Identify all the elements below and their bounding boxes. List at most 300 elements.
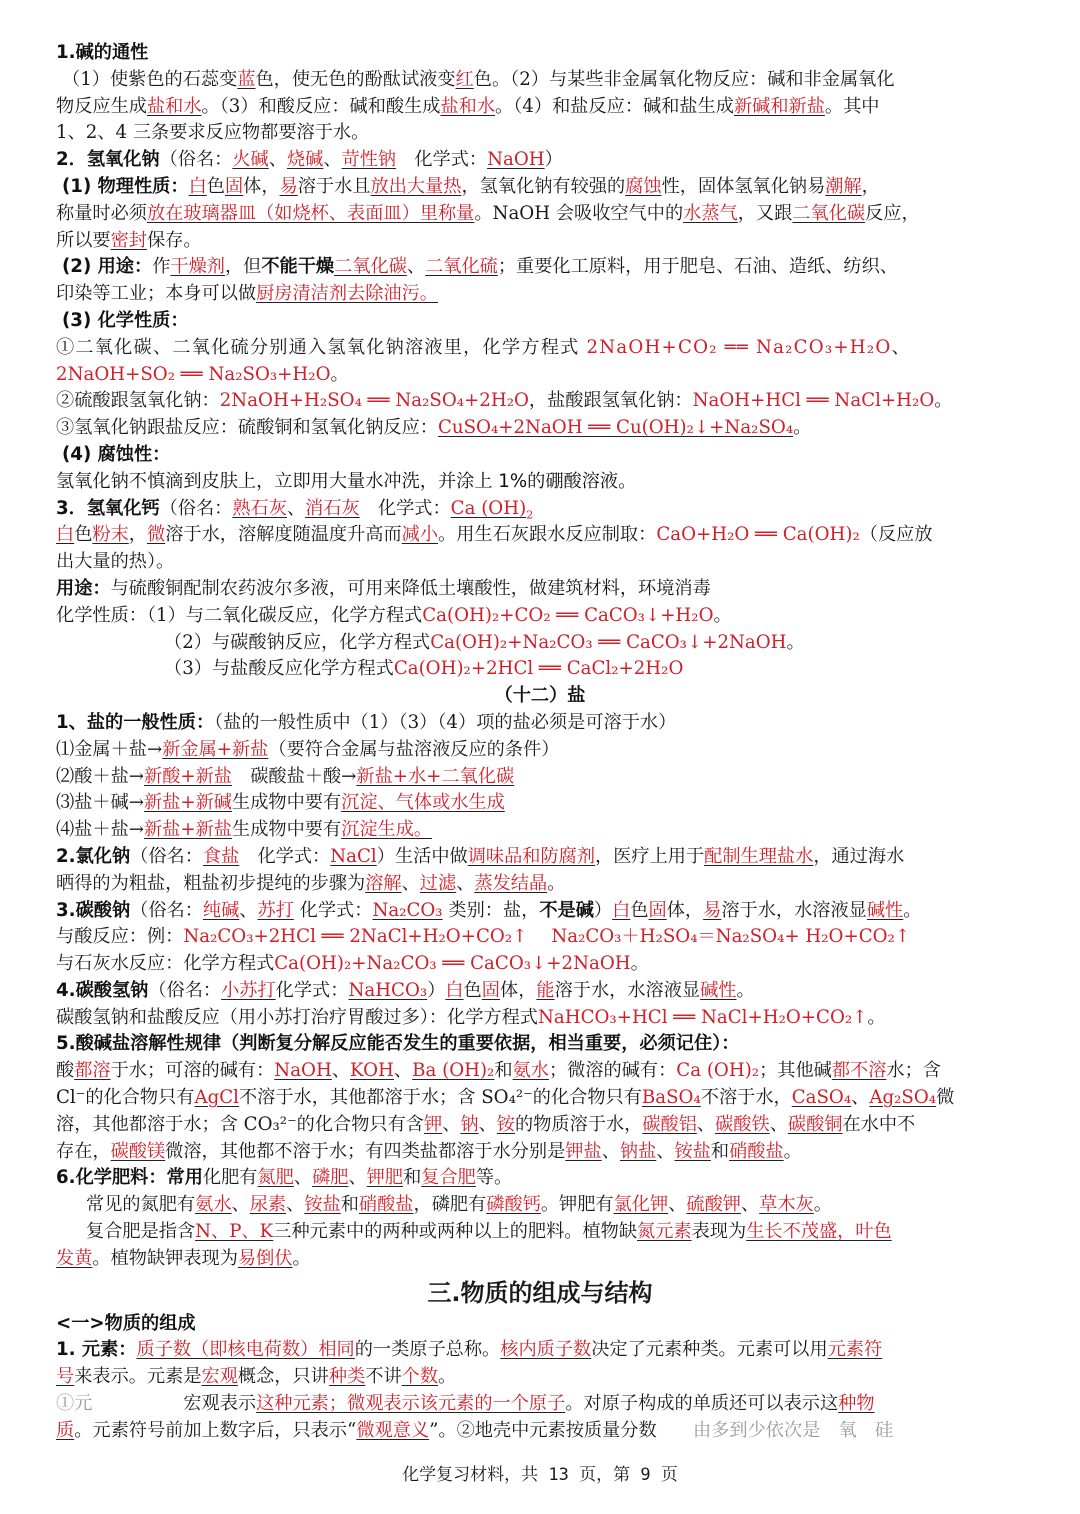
text-span: 元素符 [827, 1339, 883, 1361]
text-span: Ba (OH)₂ [412, 1060, 495, 1082]
text-span: 4.碳酸氢钠 [56, 979, 149, 1001]
text-span: 调味品和防腐剂 [467, 845, 596, 867]
text-line [56, 174, 1024, 201]
text-line [56, 1418, 1024, 1445]
text-span: 沉淀生成。 [341, 819, 433, 841]
text-span: 化学式： [396, 149, 488, 171]
text-span: 晒得的为粗盐，粗盐初步提纯的步骤为 [56, 872, 366, 894]
text-span: ，但 [224, 256, 262, 278]
text-span: 硝酸盐 [358, 1194, 414, 1216]
text-span: 的一类原子总称。 [354, 1339, 501, 1361]
text-line [56, 469, 1024, 496]
text-span: 苛性钠 [341, 149, 397, 171]
heading-base-properties [56, 40, 1024, 67]
text-span: 不讲 [365, 1366, 402, 1388]
text-span: 钠 [460, 1113, 479, 1135]
text-span: 粉末 [92, 524, 129, 546]
text-span: N、P、K [195, 1221, 274, 1243]
text-span: 钾 [423, 1113, 443, 1135]
text-span: 1、2、4 三条要求反应物都要溶于水。 [56, 122, 370, 144]
text-span: 氨水 [512, 1060, 549, 1082]
text-span: 、 [286, 497, 306, 519]
text-span: 熟石灰 [232, 497, 287, 519]
equation: Na₂CO₃+2HCl ══ 2NaCl+H₂O+CO₂↑ [183, 926, 528, 948]
equation: NaOH+HCl ══ NaCl+H₂O [692, 390, 935, 412]
text-span: 易 [279, 175, 298, 197]
text-span: 物反应生成 [56, 95, 147, 117]
text-span: 生长不茂盛，叶色 [746, 1221, 892, 1243]
text-span: (1) 物理性质： [62, 175, 189, 197]
text-line [56, 362, 1024, 389]
text-line [56, 790, 1024, 817]
text-span: 、 [456, 872, 475, 894]
text-span: 。 [934, 390, 953, 412]
text-span: 5.酸碱盐溶解性规律（判断复分解反应能否发生的重要依据，相当重要，必须记住）： [56, 1033, 740, 1055]
text-span: 铵盐 [304, 1194, 341, 1216]
text-span: （2）与碳酸钠反应，化学方程式 [164, 631, 431, 653]
text-span: 、 [406, 256, 426, 278]
text-span: 氢氧化钠不慎滴到皮肤上，立即用大量水冲洗，并涂上 1%的硼酸溶液。 [56, 470, 637, 492]
text-line [56, 1219, 1024, 1246]
text-span: （俗名： [130, 899, 203, 921]
text-span: ，盐酸跟氢氧化钠： [528, 390, 693, 412]
text-line [56, 844, 1024, 871]
text-span: （十二）盐 [494, 685, 586, 707]
text-span: 、 [668, 1194, 687, 1216]
text-span: 、 [696, 1113, 716, 1135]
text-span: ⑶盐＋碱→ [56, 792, 144, 814]
text-span: 溶，其他都溶于水；含 CO₃²⁻的化合物只有含 [56, 1113, 424, 1135]
text-span: 与酸反应：例： [56, 926, 184, 948]
text-span: 、 [478, 1113, 497, 1135]
text-span: 碳酸铝 [642, 1113, 697, 1135]
text-span: 碳酸盐＋酸→ [232, 765, 357, 787]
text-span: ，氢氧化钠有较强的 [461, 175, 626, 197]
text-line [56, 737, 1024, 764]
text-span: 磷酸钙 [486, 1194, 541, 1216]
text-span: 和 [340, 1194, 359, 1216]
text-span: 体， [243, 175, 280, 197]
text-span: 磷肥 [312, 1167, 349, 1189]
text-span: ， [128, 524, 147, 546]
text-span: （3）与盐酸反应化学方程式 [164, 658, 394, 680]
text-span: 碱性 [700, 979, 737, 1001]
text-span: 固 [648, 899, 667, 921]
text-span: 在水中不 [842, 1113, 916, 1135]
text-span: 由多到少依次是 氧 硅 [656, 1419, 894, 1441]
text-span: 不能干燥 [261, 256, 335, 278]
text-span: (4) 腐蚀性： [62, 443, 171, 465]
text-span: 的物质溶于水， [515, 1113, 643, 1135]
text-span: 概念，只讲 [237, 1366, 329, 1388]
equation: Ca(OH)₂+Na₂CO₃ ══ CaCO₃↓+2NaOH [430, 631, 787, 653]
text-span: 、 [769, 1113, 788, 1135]
equation: 2NaOH+CO₂ ══ Na₂CO₃+H₂O [586, 336, 892, 358]
text-line [56, 871, 1024, 898]
text-span: 这种元素；微观表示该元素的一个原子 [256, 1393, 566, 1415]
text-span: 3.碳酸钠 [56, 899, 131, 921]
text-span: 溶于水且 [297, 175, 371, 197]
text-span: 。 [630, 953, 649, 975]
subsection-title [56, 1311, 1024, 1338]
text-span: 化学式： [293, 899, 373, 921]
text-span: 易倒伏 [237, 1247, 293, 1269]
text-span: 、 [601, 1140, 620, 1162]
text-span: ①二氧化碳、二氧化硫分别通入氢氧化钠溶液里，化学方程式 [56, 336, 580, 358]
text-span: CaSO₄ [791, 1087, 852, 1109]
text-span: 色，使无色的酚酞试液变 [255, 68, 456, 90]
text-span: Ag₂SO₄ [869, 1087, 937, 1109]
text-span: 二氧化硫 [425, 256, 498, 278]
text-span: 。 [547, 872, 566, 894]
text-span: 种类 [328, 1366, 366, 1388]
text-line [56, 388, 1024, 415]
text-span: 盐和水 [440, 95, 496, 117]
text-span: 质子数（即核电荷数）相同 [136, 1339, 355, 1361]
text-span: 微观意义 [356, 1419, 430, 1441]
text-span: 碳酸镁 [110, 1140, 166, 1162]
text-span: 配制生理盐水 [704, 845, 814, 867]
text-line [56, 1192, 1024, 1219]
text-span: 复合肥 [421, 1167, 476, 1189]
text-span: 氮元素 [637, 1221, 692, 1243]
text-span: 。 [813, 1194, 832, 1216]
text-span: ⑷盐＋盐→ [56, 819, 144, 841]
text-line [56, 978, 1024, 1005]
text-span: 碳酸铜 [787, 1113, 843, 1135]
text-span: 沉淀、气体或水生成 [341, 792, 505, 814]
text-span: （1）使紫色的石蕊变 [62, 68, 238, 90]
text-span: 。 [783, 1140, 802, 1162]
text-span: 、 [293, 1167, 313, 1189]
text-span: 草木灰 [759, 1194, 814, 1216]
text-span: NaOH [487, 149, 545, 171]
text-span: 食盐 [202, 845, 240, 867]
text-span: Ca (OH)₂ [676, 1060, 760, 1082]
text-span: 。用生石灰跟水反应制取： [438, 524, 657, 546]
text-span: 微溶，其他都不溶于水；有四类盐都溶于水分别是 [165, 1140, 566, 1162]
text-span: 新金属+新盐 [162, 738, 269, 760]
text-line [56, 603, 1024, 630]
text-line [56, 1085, 1024, 1112]
heading-solubility-rules [56, 1031, 1024, 1058]
text-span: ；重要化工原料，用于肥皂、石油、造纸、纺织、 [497, 256, 898, 278]
text-span: 溶解 [365, 872, 402, 894]
text-span: 、 [401, 872, 420, 894]
text-span: 发黄 [56, 1247, 93, 1269]
text-span: 不溶于水， [700, 1087, 792, 1109]
text-span: 易 [703, 899, 722, 921]
text-span: Ca (OH) [450, 497, 527, 519]
text-span: 。 [330, 363, 349, 385]
text-span: 、 [348, 1167, 367, 1189]
text-span: 复合肥是指含 [86, 1221, 196, 1243]
text-line [56, 1337, 1024, 1364]
text-span: ，通过海水 [813, 845, 905, 867]
equation: Ca(OH)₂+2HCl ══ CaCl₂+2H₂O [393, 658, 684, 680]
text-span: 硫酸钾 [686, 1194, 741, 1216]
equation: Ca(OH)₂+CO₂ ══ CaCO₃↓+H₂O [422, 604, 714, 626]
equation: Na₂CO₃＋H₂SO₄＝Na₂SO₄+ H₂O+CO₂↑ [551, 926, 911, 948]
text-span: 。 [292, 1247, 311, 1269]
text-line [56, 522, 1024, 549]
text-span: 宏观 [201, 1366, 238, 1388]
text-line [56, 120, 1024, 147]
text-span: ”。②地壳中元素按质量分数 [429, 1419, 657, 1441]
heading-calcium-hydroxide [56, 496, 1024, 523]
text-span: NaHCO₃ [348, 979, 428, 1001]
text-span: 体， [666, 899, 704, 921]
text-line [56, 898, 1024, 925]
text-span: 、 [442, 1113, 461, 1135]
text-span: 腐蚀 [625, 175, 662, 197]
text-span: ， [861, 175, 880, 197]
text-span: 和 [710, 1140, 730, 1162]
text-span: 微 [936, 1087, 955, 1109]
text-span: 所以要 [56, 229, 111, 251]
text-span: 火碱 [232, 149, 269, 171]
text-line [56, 1058, 1024, 1085]
text-span: 类别：盐， [442, 899, 540, 921]
text-span: 核内质子数 [500, 1339, 592, 1361]
equation: CuSO₄+2NaOH ══ Cu(OH)₂↓+Na₂SO₄ [437, 417, 794, 439]
text-span: 。钾肥有 [540, 1194, 614, 1216]
text-span: 铵 [496, 1113, 515, 1135]
text-span: ，又跟 [737, 202, 793, 224]
text-span: 2.氯化钠 [56, 845, 131, 867]
text-span: 、 [231, 1194, 250, 1216]
text-span: 干燥剂 [170, 256, 225, 278]
text-span: 二氧化碳 [792, 202, 866, 224]
text-span: 碱性 [866, 899, 904, 921]
text-span: 色 [463, 979, 482, 1001]
text-span: ，磷肥有 [413, 1194, 487, 1216]
text-span: 化学式： [239, 845, 331, 867]
text-span: 、 [331, 1060, 351, 1082]
text-span: NaCl [330, 845, 377, 867]
text-span: 铵盐 [674, 1140, 711, 1162]
text-span: 溶于水，水溶液显 [554, 979, 701, 1001]
text-span: （要符合金属与盐溶液反应的条件） [268, 738, 560, 760]
text-line [56, 281, 1024, 308]
text-span: 过滤 [419, 872, 457, 894]
text-span: 用途： [56, 577, 111, 599]
text-span: 不是碱 [539, 899, 594, 921]
text-line [56, 228, 1024, 255]
text-span: 、 [851, 1087, 870, 1109]
text-span: 碳酸氢钠和盐酸反应（用小苏打治疗胃酸过多）：化学方程式 [56, 1006, 538, 1028]
text-span: (3) 化学性质： [62, 309, 189, 331]
text-span: ①元 [56, 1393, 93, 1415]
text-span: 、 [891, 336, 911, 358]
text-span: 小苏打 [221, 979, 276, 1001]
text-line [56, 924, 1024, 951]
text-span: 、 [393, 1060, 413, 1082]
text-span: 钾盐 [565, 1140, 602, 1162]
text-span: 都溶 [74, 1060, 111, 1082]
text-span: 新盐+水+二氧化碳 [356, 765, 515, 787]
text-span: Na₂CO₃ [372, 899, 443, 921]
text-line [56, 335, 1024, 362]
equation: NaHCO₃+HCl ══ NaCl+H₂O+CO₂↑ [537, 1006, 868, 1028]
text-line [56, 67, 1024, 94]
text-span: 钾肥 [366, 1167, 404, 1189]
text-span: 白 [188, 175, 207, 197]
text-line [56, 951, 1024, 978]
subheading-chemical-properties [56, 308, 1024, 335]
text-span: 白 [445, 979, 464, 1001]
equation: 2NaOH+H₂SO₄ ══ Na₂SO₄+2H₂O [219, 390, 529, 412]
text-span: 消石灰 [305, 497, 360, 519]
text-line [56, 1139, 1024, 1166]
text-span: 化学式： [359, 497, 451, 519]
text-line [56, 656, 1024, 683]
text-span: 宏观表示 [183, 1393, 257, 1415]
text-line [56, 817, 1024, 844]
text-span: 纯碱 [202, 899, 240, 921]
text-span: 、 [740, 1194, 760, 1216]
text-span: 体， [500, 979, 537, 1001]
text-line [56, 254, 1024, 281]
text-span: ，医疗上用于 [595, 845, 705, 867]
text-span: 色。（2）与某些非金属氧化物反应：碱和非金属氧化 [473, 68, 895, 90]
text-span: 。 [867, 1006, 886, 1028]
text-span: <一>物质的组成 [56, 1312, 196, 1334]
text-span: ）生活中做 [376, 845, 468, 867]
text-span: 化学式： [275, 979, 349, 1001]
text-line [56, 1246, 1024, 1273]
text-line [56, 1364, 1024, 1391]
text-span: 和 [403, 1167, 422, 1189]
text-span: 决定了元素种类。元素可以用 [591, 1339, 828, 1361]
text-span: 与石灰水反应：化学方程式 [56, 953, 275, 975]
text-span: 能 [536, 979, 555, 1001]
text-line [56, 764, 1024, 791]
text-span: 色 [74, 524, 93, 546]
text-span: 水；含 [886, 1060, 941, 1082]
text-span: 常用 [166, 1167, 203, 1189]
text-span: 2．氢氧化钠 [56, 149, 160, 171]
text-span: 新酸+新盐 [144, 765, 232, 787]
text-span: 色 [630, 899, 649, 921]
text-line [56, 201, 1024, 228]
text-span: 白 [612, 899, 631, 921]
text-span: 钠盐 [619, 1140, 657, 1162]
text-span: 新盐+新碱 [144, 792, 232, 814]
text-span: 称量时必须 [56, 202, 147, 224]
text-span: 减小 [401, 524, 439, 546]
equation: 2NaOH+SO₂ ══ Na₂SO₃+H₂O [56, 363, 331, 385]
text-line [56, 549, 1024, 576]
text-span: （盐的一般性质中（1）（3）（4）项的盐必须是可溶于水） [214, 711, 677, 733]
text-line [56, 630, 1024, 657]
text-span: 都不溶 [831, 1060, 887, 1082]
text-span: 。对原子构成的单质还可以表示这 [565, 1393, 839, 1415]
text-span: 酸 [56, 1060, 75, 1082]
text-line [56, 1165, 1024, 1192]
text-span: 潮解 [825, 175, 862, 197]
text-span: 于水；可溶的碱有： [110, 1060, 275, 1082]
text-span: 碳酸铁 [715, 1113, 770, 1135]
text-span: ⑴金属＋盐→ [56, 738, 163, 760]
text-span: (2) 用途： [62, 256, 153, 278]
text-span: BaSO₄ [641, 1087, 701, 1109]
text-span: 盐和水 [146, 95, 202, 117]
text-line [56, 415, 1024, 442]
text-span: 生成物中要有 [232, 792, 342, 814]
text-span: 氨水 [195, 1194, 232, 1216]
text-span: 存在， [56, 1140, 111, 1162]
text-span: 溶于水，水溶液显 [721, 899, 867, 921]
text-span: 1. 元素： [56, 1339, 137, 1361]
text-span: 与硫酸铜配制农药波尔多液，可用来降低土壤酸性，做建筑材料，环境消毒 [110, 577, 711, 599]
text-span: 白 [56, 524, 75, 546]
text-span: 氮肥 [257, 1167, 294, 1189]
text-span: 溶于水，溶解度随温度升高而 [165, 524, 402, 546]
text-span: ；微溶的碱有： [548, 1060, 677, 1082]
text-span: ⑵酸＋盐→ [56, 765, 144, 787]
text-span: ；其他碱 [759, 1060, 832, 1082]
text-span: 、 [286, 1194, 305, 1216]
text-line [56, 1005, 1024, 1032]
text-span: ） [544, 149, 563, 171]
text-span: 化学性质： [56, 604, 147, 626]
text-span: （俗名： [159, 149, 233, 171]
text-span: 表现为 [691, 1221, 747, 1243]
text-span: 。 [438, 1366, 457, 1388]
text-span: 硝酸盐 [729, 1140, 784, 1162]
equation: Ca(OH)₂+Na₂CO₃ ══ CaCO₃↓+2NaOH [274, 953, 631, 975]
text-span: 烧碱 [286, 149, 324, 171]
equation: CaO+H₂O ══ Ca(OH)₂ [656, 524, 860, 546]
text-span: （反应放 [859, 524, 933, 546]
text-span: 保存。 [146, 229, 202, 251]
text-span: 反应， [865, 202, 920, 224]
text-span: 红 [455, 68, 474, 90]
section-title-salt [56, 683, 1024, 710]
text-span: ②硫酸跟氢氧化钠： [56, 390, 220, 412]
text-span: 固 [481, 979, 500, 1001]
text-span: 不溶于水，其他都溶于水；含 SO₄²⁻的化合物只有 [238, 1087, 642, 1109]
text-span: 、 [268, 149, 287, 171]
text-span: （1）与二氧化碳反应，化学方程式 [146, 604, 423, 626]
text-span: 作 [152, 256, 171, 278]
text-span: 水蒸气 [683, 202, 738, 224]
text-span: 。 [736, 979, 755, 1001]
text-span: 号 [56, 1366, 75, 1388]
text-span: （俗名： [159, 497, 233, 519]
text-span: 个数 [401, 1366, 439, 1388]
text-span: 。 [793, 417, 812, 439]
text-span: 色 [206, 175, 225, 197]
text-span: 苏打 [257, 899, 294, 921]
text-span: 、 [323, 149, 342, 171]
text-span: 。植物缺钾表现为 [92, 1247, 238, 1269]
text-span: 新盐+新盐 [144, 819, 232, 841]
subheading-corrosiveness [56, 442, 1024, 469]
text-span: 。（3）和酸反应：碱和酸生成 [201, 95, 441, 117]
text-line [56, 576, 1024, 603]
text-line [56, 710, 1024, 737]
text-span: 固 [224, 175, 244, 197]
text-span: 性，固体氢氧化钠易 [661, 175, 826, 197]
text-span: 放出大量热 [370, 175, 462, 197]
page-footer: 化学复习材料，共 13 页，第 9 页 [402, 1465, 678, 1485]
text-span: 新碱和新盐 [733, 95, 825, 117]
text-span: 蒸发结晶 [474, 872, 548, 894]
text-span: 3．氢氧化钙 [56, 497, 160, 519]
text-span: ） [427, 979, 446, 1001]
